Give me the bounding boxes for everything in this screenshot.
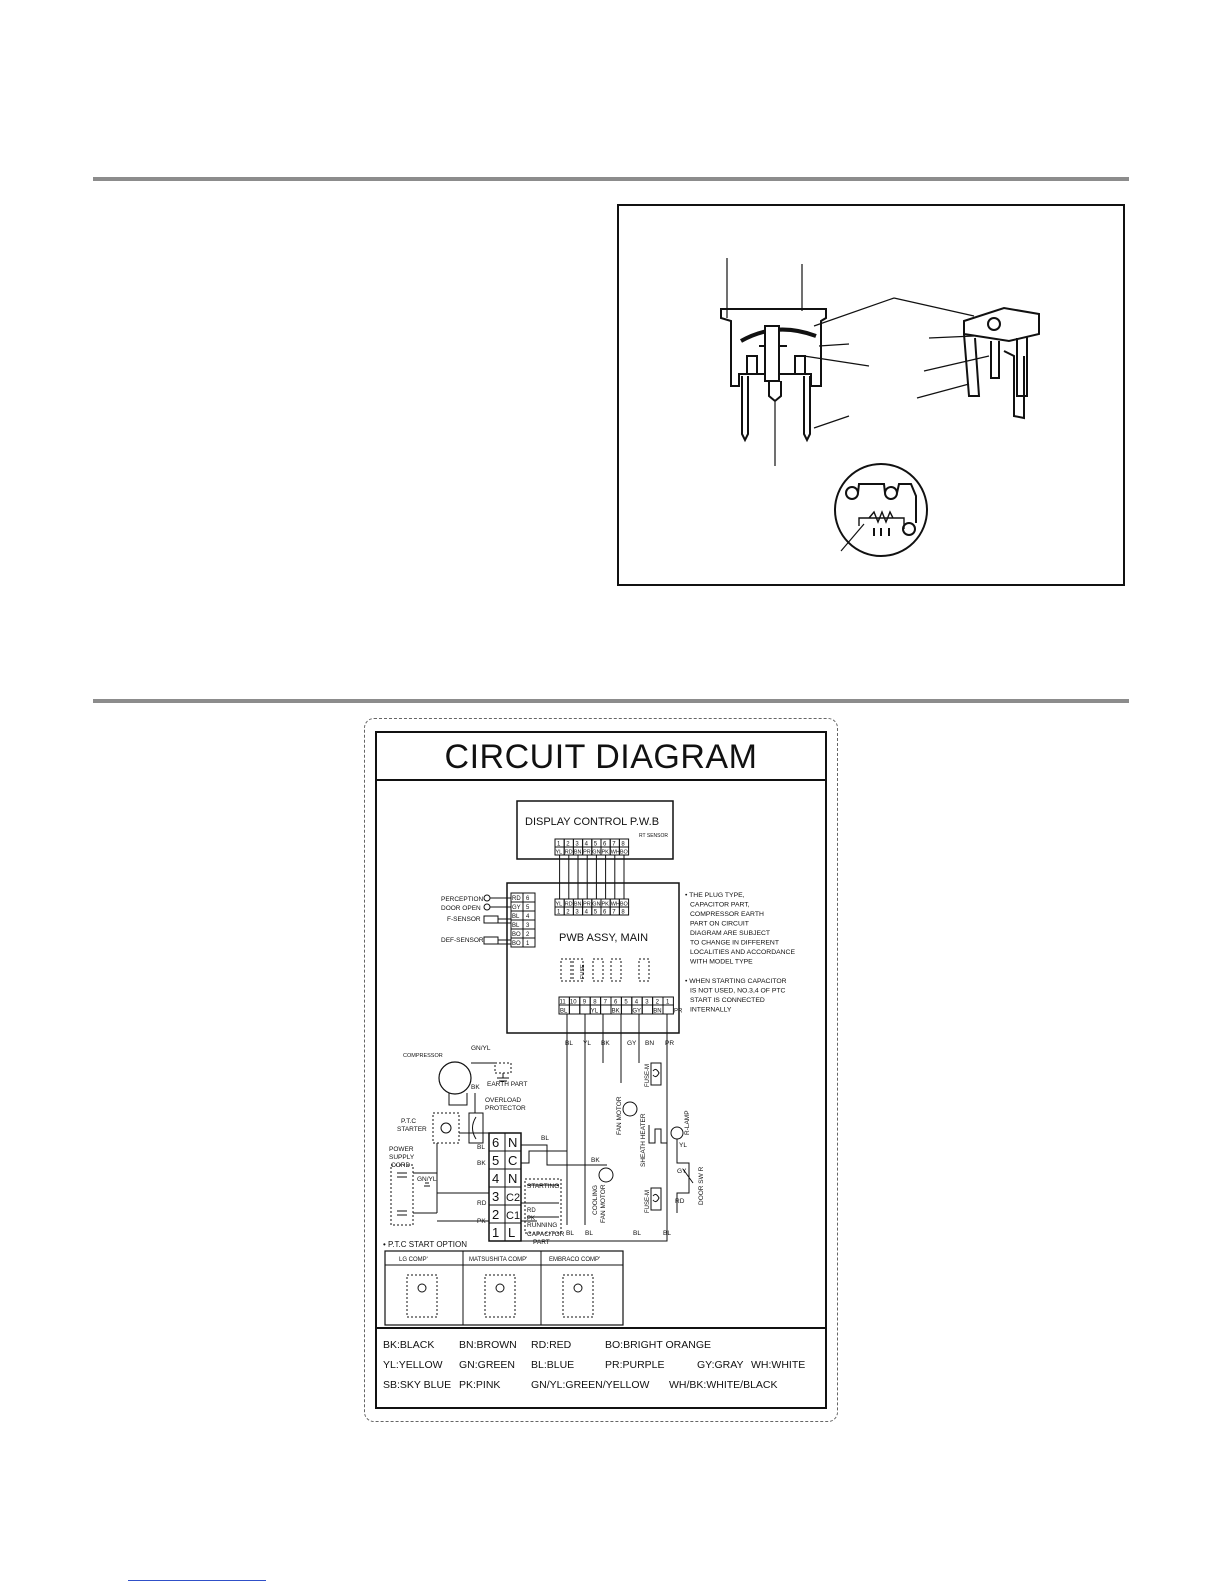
main-bottom-pin-9: 9 bbox=[582, 999, 587, 1006]
lg-comp-label: LG COMP' bbox=[399, 1257, 428, 1263]
main-bottom-pin-5: 5 bbox=[624, 999, 628, 1006]
note1-line: PART ON CIRCUIT bbox=[690, 920, 749, 928]
note1-line: COMPRESSOR EARTH bbox=[690, 911, 764, 918]
wire-pr: PR bbox=[665, 1040, 675, 1047]
sensor-pin-4: 4 bbox=[526, 914, 530, 920]
legend-item: RD:RED bbox=[531, 1339, 572, 1351]
lamp-yl-label: YL bbox=[679, 1142, 687, 1149]
display-pin-7: 7 bbox=[612, 841, 616, 848]
note1-line: TO CHANGE IN DIFFERENT bbox=[690, 939, 779, 947]
fuse-label: FUSE bbox=[580, 964, 586, 979]
display-color-4: PR bbox=[583, 849, 591, 856]
display-pwb-label: DISPLAY CONTROL P.W.B bbox=[525, 816, 660, 828]
sensor-color-6: RD bbox=[512, 896, 521, 902]
display-pin-6: 6 bbox=[603, 841, 607, 848]
main-bottom-color-BN: BN bbox=[653, 1008, 662, 1015]
legend-item: WH:WHITE bbox=[751, 1359, 806, 1371]
section-divider-middle bbox=[93, 699, 1129, 703]
main-pwb-label: PWB ASSY, MAIN bbox=[559, 932, 649, 944]
main-top-pin-4: 4 bbox=[584, 909, 588, 916]
terminal-letter-3: C2 bbox=[506, 1192, 521, 1204]
r-lamp-label: R-LAMP bbox=[684, 1110, 691, 1135]
main-bottom-pin-2: 2 bbox=[655, 999, 659, 1006]
legend-item: BO:BRIGHT ORANGE bbox=[605, 1339, 711, 1351]
main-bottom-color-cell bbox=[569, 1005, 579, 1014]
terminal-letter-5: C bbox=[508, 1153, 518, 1168]
main-top-color-3: BN bbox=[573, 901, 582, 908]
legend-item: GY:GRAY bbox=[697, 1359, 744, 1371]
display-pin-5: 5 bbox=[593, 841, 598, 848]
main-top-pin-3: 3 bbox=[575, 909, 579, 916]
legend-item: GN:GREEN bbox=[459, 1359, 516, 1371]
bus-bk-label: BK bbox=[591, 1157, 600, 1164]
main-top-pin-2: 2 bbox=[566, 909, 570, 916]
legend-item: PK:PINK bbox=[459, 1379, 501, 1391]
sensor-color-1: BO bbox=[512, 941, 521, 947]
terminal-letter-6: N bbox=[508, 1135, 518, 1150]
bus-bl-1: BL bbox=[566, 1230, 574, 1237]
ptc-option-label: • P.T.C START OPTION bbox=[383, 1240, 468, 1249]
main-bottom-color-GY: GY bbox=[632, 1008, 642, 1015]
overload-label-2: PROTECTOR bbox=[485, 1105, 526, 1112]
main-bottom-pin-3: 3 bbox=[645, 999, 649, 1006]
fuse-m-top-label: FUSE-M bbox=[645, 1064, 651, 1087]
legend-item: BK:BLACK bbox=[383, 1339, 435, 1351]
door-open-label: DOOR OPEN bbox=[441, 905, 481, 912]
cord-gnyl-label: GN/YL bbox=[417, 1176, 437, 1183]
cooling-fan-label-2: FAN MOTOR bbox=[600, 1184, 607, 1223]
bus-bl-2: BL bbox=[585, 1230, 593, 1237]
circuit-diagram-card bbox=[364, 718, 838, 1422]
power-supply-label-3: CORD bbox=[391, 1162, 411, 1169]
ptc-starter-label-2: STARTER bbox=[397, 1126, 427, 1133]
note1-line: • THE PLUG TYPE, bbox=[685, 892, 745, 899]
section-divider-top bbox=[93, 177, 1129, 181]
note1-line: DIAGRAM ARE SUBJECT bbox=[690, 930, 771, 937]
main-top-color-4: PR bbox=[583, 901, 591, 908]
gnyl-label: GN/YL bbox=[471, 1045, 491, 1052]
fuse-m-bottom-label: FUSE-M bbox=[645, 1190, 651, 1213]
main-top-color-6: PK bbox=[601, 901, 609, 908]
note2-line: START IS CONNECTED bbox=[690, 997, 765, 1004]
cap-pk-label: PK bbox=[527, 1216, 536, 1222]
door-rd-label: RD bbox=[675, 1198, 685, 1205]
term-bk-label: BK bbox=[477, 1160, 486, 1167]
bus-bl-label: BL bbox=[541, 1135, 549, 1142]
main-bottom-pin-6: 6 bbox=[614, 999, 618, 1006]
main-bottom-color-cell bbox=[663, 1005, 673, 1014]
sensor-color-5: GY bbox=[512, 905, 521, 911]
display-color-7: WH bbox=[610, 849, 620, 856]
terminal-number-6: 6 bbox=[492, 1135, 500, 1150]
display-color-5: GN bbox=[592, 849, 601, 856]
sensor-color-3: BL bbox=[512, 923, 520, 929]
terminal-number-3: 3 bbox=[492, 1189, 500, 1204]
display-color-3: BN bbox=[573, 849, 582, 856]
def-sensor-label: DEF-SENSOR bbox=[441, 937, 484, 944]
ptc-starter-drawing bbox=[619, 206, 1127, 588]
legend-item: BL:BLUE bbox=[531, 1359, 575, 1371]
circuit-title: CIRCUIT DIAGRAM bbox=[377, 733, 825, 781]
compressor-label: COMPRESSOR bbox=[403, 1053, 443, 1059]
wire-bn: BN bbox=[645, 1040, 655, 1047]
main-top-pin-7: 7 bbox=[612, 909, 616, 916]
door-gy-label: GY bbox=[677, 1168, 687, 1175]
display-pin-2: 2 bbox=[566, 841, 570, 848]
starting-label: STARTING bbox=[527, 1183, 560, 1190]
capacitor-part-label-1: CAPACITOR bbox=[527, 1231, 565, 1238]
capacitor-part-label-2: PART bbox=[533, 1239, 550, 1246]
main-bottom-pin-11: 11 bbox=[559, 999, 566, 1006]
terminal-number-2: 2 bbox=[492, 1207, 500, 1222]
terminal-letter-4: N bbox=[508, 1171, 518, 1186]
main-bottom-color-YL: YL bbox=[590, 1008, 599, 1015]
term-bl-label: BL bbox=[477, 1144, 485, 1151]
compressor-bk-label: BK bbox=[471, 1084, 480, 1091]
display-pin-8: 8 bbox=[621, 841, 625, 848]
cap-rd-label: RD bbox=[527, 1208, 536, 1214]
terminal-number-1: 1 bbox=[492, 1225, 500, 1240]
wire-bl: BL bbox=[565, 1040, 573, 1047]
term-rd-label: RD bbox=[477, 1200, 487, 1207]
main-top-pin-8: 8 bbox=[621, 909, 625, 916]
note1-line: LOCALITIES AND ACCORDANCE bbox=[690, 949, 795, 956]
main-bottom-pin-4: 4 bbox=[634, 999, 639, 1006]
legend-item: SB:SKY BLUE bbox=[383, 1379, 452, 1391]
embraco-comp-label: EMBRACO COMP' bbox=[549, 1257, 601, 1263]
overload-label-1: OVERLOAD bbox=[485, 1097, 522, 1104]
main-bottom-color-BL: BL bbox=[560, 1008, 568, 1015]
display-pin-4: 4 bbox=[584, 841, 588, 848]
fan-motor-label: FAN MOTOR bbox=[616, 1096, 623, 1135]
earth-part-label: EARTH PART bbox=[487, 1081, 528, 1088]
main-top-color-5: GN bbox=[592, 901, 601, 908]
cooling-fan-label-1: COOLING bbox=[592, 1185, 599, 1215]
main-bottom-pin-1: 1 bbox=[666, 999, 670, 1006]
terminal-letter-1: L bbox=[508, 1225, 516, 1240]
main-bottom-color-BK: BK bbox=[611, 1008, 620, 1015]
main-bottom-color-cell bbox=[621, 1005, 631, 1014]
main-top-pin-5: 5 bbox=[593, 909, 598, 916]
main-bottom-color-cell bbox=[580, 1005, 590, 1014]
power-supply-label-1: POWER bbox=[389, 1146, 414, 1153]
circuit-schematic bbox=[377, 733, 825, 1327]
sensor-pin-5: 5 bbox=[526, 905, 530, 911]
running-label: RUNNING bbox=[527, 1222, 558, 1229]
legend-item: WH/BK:WHITE/BLACK bbox=[669, 1379, 778, 1391]
note1-line: CAPACITOR PART, bbox=[690, 901, 750, 909]
wire-yl: YL bbox=[583, 1040, 591, 1047]
sensor-pin-2: 2 bbox=[526, 932, 530, 938]
legend-item: PR:PURPLE bbox=[605, 1359, 665, 1371]
sheath-heater-label: SHEATH HEATER bbox=[640, 1113, 647, 1167]
main-bottom-color-cell bbox=[601, 1005, 611, 1014]
main-top-color-2: RD bbox=[564, 901, 573, 908]
term-pk-label: PK bbox=[477, 1218, 486, 1225]
main-bottom-pin-10: 10 bbox=[569, 999, 577, 1006]
door-sw-label: DOOR SW R bbox=[698, 1166, 705, 1205]
display-color-6: PK bbox=[601, 849, 609, 856]
terminal-letter-2: C1 bbox=[506, 1210, 521, 1222]
matsushita-comp-label: MATSUSHITA COMP' bbox=[469, 1257, 528, 1263]
note2-line: IS NOT USED, NO.3,4 OF PTC bbox=[690, 987, 786, 995]
circuit-diagram-frame bbox=[375, 731, 827, 1409]
bus-bl-4: BL bbox=[663, 1230, 671, 1237]
ptc-starter-label-1: P.T.C bbox=[401, 1118, 417, 1125]
power-supply-label-2: SUPPLY bbox=[389, 1154, 415, 1161]
main-top-pin-6: 6 bbox=[603, 909, 607, 916]
terminal-number-4: 4 bbox=[492, 1171, 500, 1186]
main-top-color-8: BO bbox=[619, 901, 628, 908]
sensor-pin-1: 1 bbox=[526, 941, 530, 947]
sensor-color-2: BO bbox=[512, 932, 521, 938]
wire-gy: GY bbox=[627, 1040, 637, 1047]
display-pin-3: 3 bbox=[575, 841, 579, 848]
ptc-starter-figure bbox=[617, 204, 1125, 586]
display-color-1: YL bbox=[555, 849, 563, 856]
main-bottom-color-cell bbox=[642, 1005, 652, 1014]
sensor-color-4: BL bbox=[512, 914, 520, 920]
wire-bk: BK bbox=[601, 1040, 610, 1047]
main-top-color-7: WH bbox=[610, 901, 620, 908]
legend-item: GN/YL:GREEN/YELLOW bbox=[531, 1379, 650, 1391]
f-sensor-label: F-SENSOR bbox=[447, 916, 481, 923]
legend-item: YL:YELLOW bbox=[383, 1359, 443, 1371]
note2-line: INTERNALLY bbox=[690, 1006, 732, 1014]
main-bottom-pin-8: 8 bbox=[593, 999, 597, 1006]
sensor-pin-6: 6 bbox=[526, 896, 530, 902]
display-color-8: BO bbox=[619, 849, 628, 856]
footer-underline bbox=[128, 1580, 266, 1581]
main-top-pin-1: 1 bbox=[557, 909, 561, 916]
display-pin-1: 1 bbox=[557, 841, 561, 848]
main-top-color-1: YL bbox=[555, 901, 563, 908]
wire-color-legend bbox=[377, 1327, 825, 1407]
rt-sensor-label: RT SENSOR bbox=[639, 833, 668, 839]
main-bottom-pin-7: 7 bbox=[603, 999, 607, 1006]
legend-item: BN:BROWN bbox=[459, 1339, 517, 1351]
sensor-pin-3: 3 bbox=[526, 923, 530, 929]
bus-bl-3: BL bbox=[633, 1230, 641, 1237]
terminal-number-5: 5 bbox=[492, 1153, 500, 1168]
note1-line: WITH MODEL TYPE bbox=[690, 958, 753, 966]
main-bottom-color-PR: PR bbox=[674, 1008, 683, 1015]
perception-label: PERCEPTION bbox=[441, 896, 484, 903]
display-color-2: RD bbox=[564, 849, 573, 856]
note2-line: • WHEN STARTING CAPACITOR bbox=[685, 978, 787, 985]
